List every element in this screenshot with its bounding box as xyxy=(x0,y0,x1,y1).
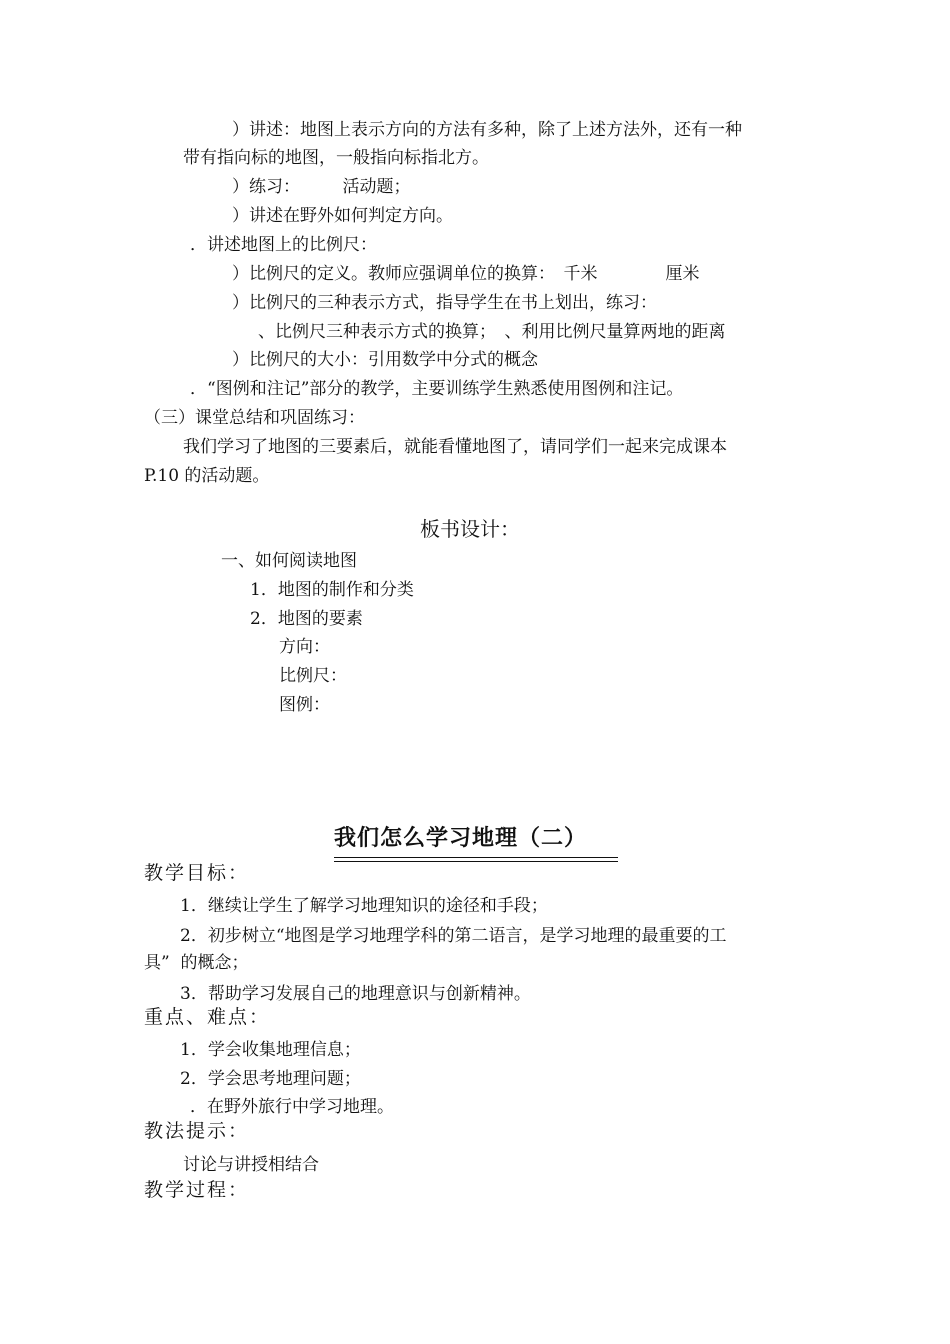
text-line: P.10 的活动题。 xyxy=(144,466,270,486)
text-line: 我们学习了地图的三要素后，就能看懂地图了，请同学们一起来完成课本 xyxy=(183,437,727,457)
text-line: ）比例尺的定义。教师应强调单位的换算： 千米 厘米 xyxy=(232,264,700,284)
text-line: ）比例尺的大小：引用数学中分式的概念 xyxy=(232,350,538,370)
text-line: ）讲述：地图上表示方向的方法有多种，除了上述方法外，还有一种 xyxy=(232,120,742,140)
keypoints-heading: 重点、难点： xyxy=(144,1006,271,1028)
objective-item-continued: 具” 的概念； xyxy=(144,953,249,973)
keypoint-item: ．在野外旅行中学习地理。 xyxy=(190,1097,394,1117)
objective-item: 2．初步树立“地图是学习地理学科的第二语言，是学习地理的最重要的工 xyxy=(180,926,727,946)
board-item: 方向： xyxy=(279,637,330,657)
text-line: ．“图例和注记”部分的教学，主要训练学生熟悉使用图例和注记。 xyxy=(190,379,684,399)
text-line: ）比例尺的三种表示方式，指导学生在书上划出，练习： xyxy=(232,293,657,313)
process-heading: 教学过程： xyxy=(144,1179,250,1201)
board-item: 1．地图的制作和分类 xyxy=(250,580,414,600)
objective-item: 1．继续让学生了解学习地理知识的途径和手段； xyxy=(180,896,548,916)
text-line: ）讲述在野外如何判定方向。 xyxy=(232,206,453,226)
text-line: 、比例尺三种表示方式的换算； 、利用比例尺量算两地的距离 xyxy=(258,322,726,342)
lesson-title: 我们怎么学习地理（二） xyxy=(334,826,588,851)
method-text: 讨论与讲授相结合 xyxy=(183,1155,319,1175)
objective-item: 3．帮助学习发展自己的地理意识与创新精神。 xyxy=(180,984,531,1004)
board-item: 一、如何阅读地图 xyxy=(221,551,357,571)
section-heading: （三）课堂总结和巩固练习： xyxy=(144,408,365,428)
method-heading: 教法提示： xyxy=(144,1120,250,1142)
board-item: 比例尺： xyxy=(279,666,347,686)
title-underline-second xyxy=(334,861,618,862)
board-item: 2．地图的要素 xyxy=(250,609,363,629)
board-item: 图例： xyxy=(279,695,330,715)
title-underline xyxy=(334,857,618,858)
text-line: 带有指向标的地图，一般指向标指北方。 xyxy=(183,148,489,168)
keypoint-item: 2．学会思考地理问题； xyxy=(180,1069,361,1089)
text-line: ）练习： 活动题； xyxy=(232,177,411,197)
text-line: ．讲述地图上的比例尺： xyxy=(190,235,377,255)
objectives-heading: 教学目标： xyxy=(144,862,250,884)
keypoint-item: 1．学会收集地理信息； xyxy=(180,1040,361,1060)
board-title: 板书设计： xyxy=(420,517,520,541)
